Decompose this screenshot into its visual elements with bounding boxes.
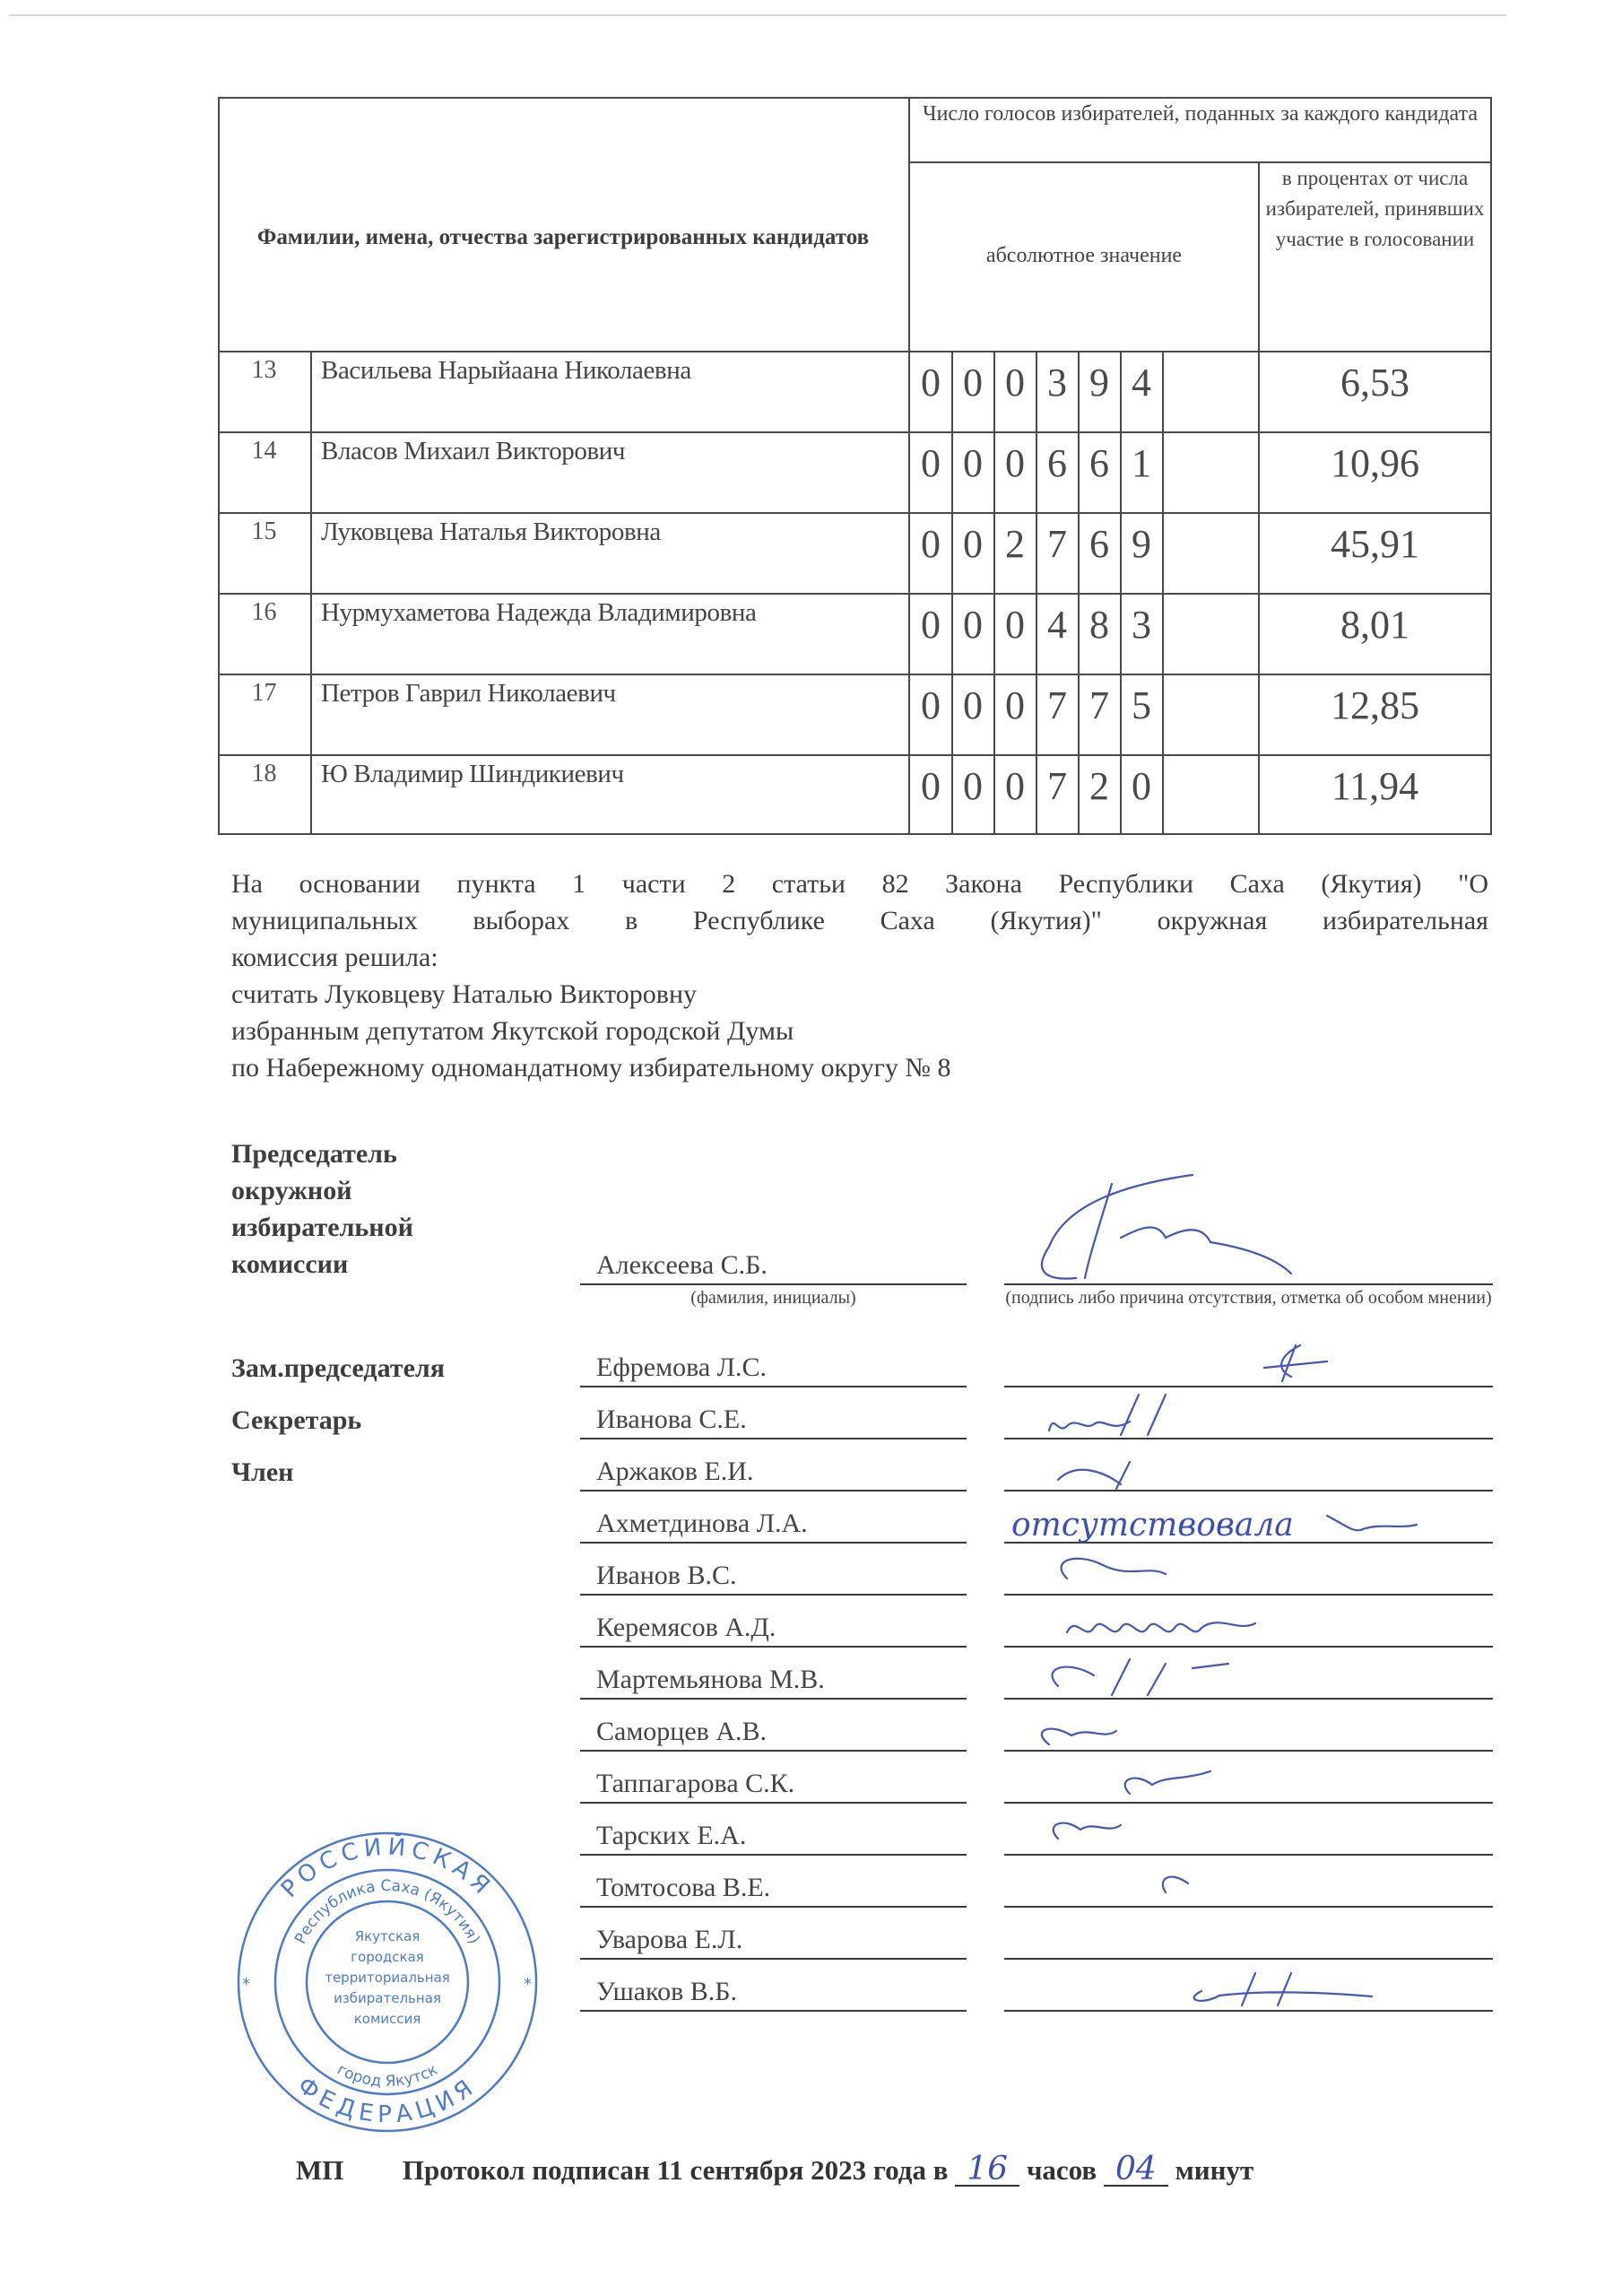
name-underline: [580, 1750, 967, 1752]
vote-digit: 6: [1047, 441, 1067, 485]
signature-secretary: [1049, 1395, 1166, 1435]
seal-center-line: территориальная: [325, 1970, 450, 1986]
candidate-name: Петров Гаврил Николаевич: [321, 679, 616, 708]
vote-digit: 6: [1089, 441, 1109, 485]
role-line: избирательной: [231, 1213, 413, 1242]
vote-digit: 9: [1132, 522, 1151, 566]
vote-digit: 7: [1047, 522, 1067, 566]
deputy-role-label: Зам.председателя: [231, 1353, 445, 1383]
signed-text: Протокол подписан 11 сентября 2023 года в: [402, 2154, 949, 2186]
vote-digit: 0: [1005, 361, 1025, 404]
results-table: [218, 97, 1492, 835]
table-row: [218, 433, 1492, 514]
decision-text: [231, 865, 1488, 1086]
decision-line: муниципальных выборах в Республике Саха (Якутия)" окружная избирательная: [231, 906, 1488, 935]
name-underline: [580, 1594, 967, 1596]
secretary-role-label: Секретарь: [231, 1405, 362, 1435]
signature-line: [1004, 1698, 1493, 1700]
absence-note: отсутствовала: [1011, 1507, 1294, 1544]
commission-member-name: Аржаков Е.И.: [596, 1457, 754, 1486]
header-votes: Число голосов избирателей, поданных за каждого кандидата: [922, 102, 1479, 126]
header-absolute: абсолютное значение: [985, 244, 1183, 267]
vote-digit: 7: [1047, 683, 1067, 727]
signature-chair: [1042, 1175, 1193, 1279]
vote-digit: 0: [963, 603, 983, 647]
svg-text:*: *: [242, 1975, 250, 1994]
vote-percent: 8,01: [1340, 603, 1409, 647]
commission-member-name: Тарских Е.А.: [596, 1821, 747, 1850]
signature-deputy: [1264, 1345, 1327, 1381]
vote-percent: 6,53: [1340, 361, 1409, 404]
signature-line: [1004, 1854, 1493, 1856]
seal-outer-top: РОССИЙСКАЯ: [275, 1833, 499, 1903]
seal-place-label: МП: [296, 2154, 344, 2186]
vote-digit: 0: [921, 683, 941, 727]
decision-line: избранным депутатом Якутской городской Думы: [231, 1016, 794, 1046]
signature-member: [1125, 1771, 1210, 1794]
role-line: окружной: [231, 1176, 352, 1205]
commission-member-name: Саморцев А.В.: [596, 1717, 768, 1746]
row-number: 13: [251, 356, 277, 384]
member-role-label: Член: [231, 1457, 294, 1487]
commission-member-name: Таппагарова С.К.: [596, 1769, 795, 1798]
name-underline: [580, 1958, 967, 1960]
name-underline: [580, 1854, 967, 1856]
commission-member-name: Иванова С.Е.: [596, 1405, 747, 1434]
name-underline: [580, 1906, 967, 1908]
seal-center-line: Якутская: [354, 1928, 421, 1944]
seal-center-line: городская: [351, 1949, 424, 1965]
caption-name-initials: (фамилия, инициалы): [690, 1288, 856, 1308]
official-seal: [235, 1830, 540, 2135]
decision-line: На основании пункта 1 части 2 статьи 82 Закона Республики Саха (Якутия) "О: [231, 869, 1488, 899]
minutes-label: минут: [1175, 2154, 1254, 2186]
vote-digit: 7: [1047, 764, 1067, 808]
signature-line: [1004, 1802, 1493, 1804]
protocol-signed-line: [296, 2152, 1253, 2188]
vote-digit: 2: [1089, 764, 1109, 808]
vote-digit: 0: [963, 522, 983, 566]
signature-line: [1004, 1958, 1493, 1960]
name-underline: [580, 1386, 967, 1387]
vote-digit: 3: [1047, 361, 1067, 404]
vote-digit: 0: [1005, 603, 1025, 647]
signature-line: [1004, 1490, 1493, 1492]
name-underline: [580, 2010, 967, 2012]
signature-line: [1004, 1542, 1493, 1544]
vote-digit: 5: [1132, 683, 1151, 727]
vote-digit: 0: [1005, 441, 1025, 485]
vote-digit: 0: [1005, 683, 1025, 727]
candidate-name: Васильева Нарыйаана Николаевна: [321, 356, 691, 385]
vote-digit: 0: [921, 764, 941, 808]
role-line: Председатель: [231, 1139, 397, 1169]
row-number: 15: [251, 517, 277, 545]
signature-line: [1004, 1283, 1493, 1285]
decision-line: комиссия решила:: [231, 943, 438, 972]
seal-outer-bottom: ФЕДЕРАЦИЯ: [292, 2072, 482, 2129]
svg-text:город Якутск: [334, 2061, 441, 2091]
signature-member: [1058, 1462, 1130, 1489]
signature-line: [1004, 1386, 1493, 1387]
vote-digit: 4: [1047, 603, 1067, 647]
vote-digit: 4: [1132, 361, 1151, 404]
scan-artifact-line: [9, 14, 1506, 16]
name-underline: [580, 1490, 967, 1492]
name-underline: [580, 1438, 967, 1439]
table-row: [218, 595, 1492, 675]
signature-line: [1004, 1438, 1493, 1439]
row-number: 17: [251, 679, 277, 707]
header-candidate-names: Фамилии, имена, отчества зарегистрированных кандидатов: [256, 225, 870, 249]
signature-line: [1004, 1906, 1493, 1908]
commission-member-name: Томтосова В.Е.: [596, 1873, 771, 1902]
signature-member: [1194, 1973, 1372, 2005]
seal-middle-bottom: город Якутск: [334, 2060, 441, 2092]
signature-member: [1054, 1823, 1121, 1839]
candidate-name: Нурмухаметова Надежда Владимировна: [321, 598, 757, 627]
signature-member: [1327, 1516, 1417, 1530]
vote-digit: 0: [1132, 764, 1151, 808]
decision-elected-candidate: считать Луковцеву Наталью Викторовну: [231, 979, 697, 1009]
vote-digit: 1: [1132, 441, 1151, 485]
vote-digit: 0: [921, 441, 941, 485]
name-underline: [580, 1542, 967, 1544]
name-underline: [580, 1646, 967, 1648]
vote-percent: 11,94: [1331, 764, 1419, 808]
commission-member-name: Алексеева С.Б.: [596, 1250, 768, 1280]
vote-digit: 0: [963, 683, 983, 727]
commission-member-name: Мартемьянова М.В.: [596, 1665, 825, 1694]
commission-member-name: Ахметдинова Л.А.: [596, 1509, 808, 1538]
table-row: [218, 675, 1492, 756]
signature-member: [1163, 1877, 1188, 1892]
candidate-name: Ю Владимир Шиндикиевич: [321, 760, 624, 788]
caption-signature: (подпись либо причина отсутствия, отметка об особом мнении): [1005, 1288, 1492, 1308]
vote-digit: 0: [963, 764, 983, 808]
signature-line: [1004, 1646, 1493, 1648]
seal-center-line: комиссия: [353, 2011, 421, 2027]
decision-line: по Набережному одномандатному избирательному округу № 8: [231, 1053, 951, 1083]
vote-percent: 10,96: [1331, 441, 1419, 485]
signature-member: [1067, 1622, 1255, 1632]
vote-digit: 0: [921, 603, 941, 647]
minutes-field: 04: [1104, 2154, 1168, 2187]
signature-member: [1062, 1559, 1166, 1578]
vote-digit: 0: [921, 522, 941, 566]
vote-percent: 12,85: [1331, 683, 1419, 727]
header-percent: в процентах от числа избирателей, принявших участие в голосовании: [1265, 167, 1485, 250]
commission-member-name: Иванов В.С.: [596, 1561, 737, 1590]
vote-digit: 0: [963, 361, 983, 404]
table-row: [218, 756, 1492, 837]
row-number: 14: [251, 437, 277, 465]
vote-digit: 0: [963, 441, 983, 485]
candidate-name: Власов Михаил Викторович: [321, 437, 626, 465]
commission-member-name: Ефремова Л.С.: [596, 1352, 768, 1382]
table-row: [218, 352, 1492, 433]
table-row: [218, 514, 1492, 595]
candidate-name: Луковцева Наталья Викторовна: [321, 517, 661, 546]
row-number: 16: [251, 598, 277, 626]
signature-member: [1053, 1659, 1228, 1695]
commission-member-name: Уварова Е.Л.: [596, 1925, 743, 1954]
hours-field: 16: [955, 2154, 1019, 2187]
vote-digit: 0: [1005, 764, 1025, 808]
vote-digit: 7: [1089, 683, 1109, 727]
signature-member: [1042, 1729, 1116, 1744]
seal-middle-top: Республика Саха (Якутия): [291, 1876, 483, 1947]
signature-line: [1004, 1750, 1493, 1752]
name-underline: [580, 1802, 967, 1804]
commission-member-name: Керемясов А.Д.: [596, 1613, 776, 1642]
svg-text:*: *: [524, 1975, 532, 1994]
commission-member-name: Ушаков В.Б.: [596, 1977, 737, 2006]
vote-digit: 0: [921, 361, 941, 404]
vote-digit: 8: [1089, 603, 1109, 647]
vote-percent: 45,91: [1331, 522, 1419, 566]
seal-center-line: избирательная: [334, 1990, 441, 2006]
name-underline: [580, 1698, 967, 1700]
vote-digit: 6: [1089, 522, 1109, 566]
role-line: комиссии: [231, 1249, 349, 1279]
signature-line: [1004, 1594, 1493, 1596]
chair-role-label: [231, 1135, 413, 1283]
vote-digit: 3: [1132, 603, 1151, 647]
row-number: 18: [251, 760, 277, 787]
signature-line: [1004, 2010, 1493, 2012]
vote-digit: 2: [1005, 522, 1025, 566]
hours-label: часов: [1026, 2154, 1097, 2186]
name-underline: [580, 1283, 967, 1285]
vote-digit: 9: [1089, 361, 1109, 404]
